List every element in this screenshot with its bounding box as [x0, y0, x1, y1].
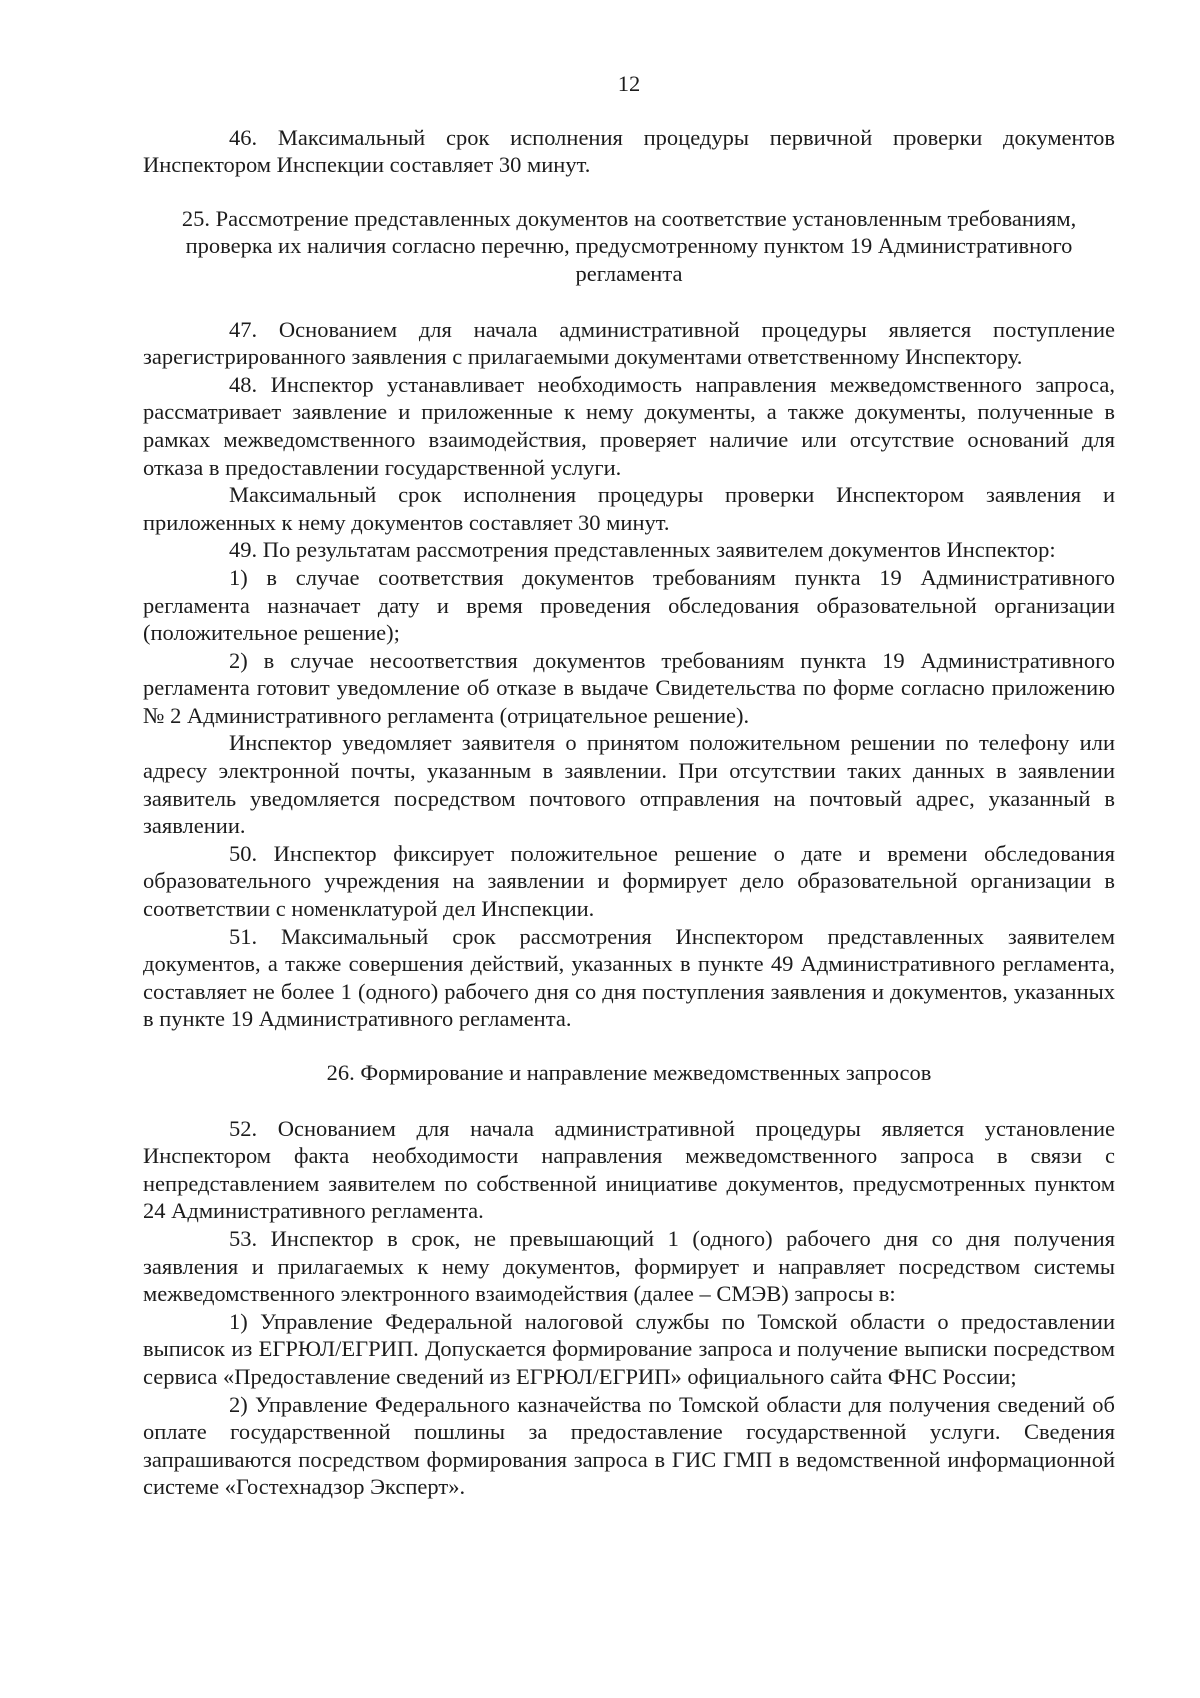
paragraph-49-item-2: 2) в случае несоответствия документов требованиям пункта 19 Административного регламента готовит уведомление об отказе в выдаче Свидетельства по форме согласно приложению № 2 Административного регламента (отрицательное решение).	[143, 647, 1115, 728]
paragraph-49: 49. По результатам рассмотрения представленных заявителем документов Инспектор:	[229, 537, 1056, 563]
paragraph-49-notification: Инспектор уведомляет заявителя о принятом положительном решении по телефону или адресу электронной почты, указанным в заявлении. При отсутствии таких данных в заявлении заявитель уведомляется посредством почтового отправления на почтовый адрес, указанный в заявлении.	[143, 730, 1115, 839]
section-heading-26: 26. Формирование и направление межведомственных запросов	[326, 1060, 932, 1085]
paragraph-46: 46. Максимальный срок исполнения процедуры первичной проверки документов Инспектором Инспекции составляет 30 минут.	[143, 124, 1115, 178]
document-page	[143, 70, 1115, 1501]
section-heading-25: 25. Рассмотрение представленных документов на соответствие установленным требованиям, проверка их наличия согласно перечню, предусмотренному пунктом 19 Административного регламента	[181, 205, 1077, 286]
paragraph-47: 47. Основанием для начала административной процедуры является поступление зарегистрированного заявления с прилагаемыми документами ответственному Инспектору.	[143, 316, 1115, 370]
paragraph-52: 52. Основанием для начала административной процедуры является установление Инспектором факта необходимости направления межведомственного запроса в связи с непредставлением заявителем по собственной инициативе документов, предусмотренных пунктом 24 Административного регламента.	[143, 1115, 1115, 1224]
paragraph-49-item-1: 1) в случае соответствия документов требованиям пункта 19 Административного регламента назначает дату и время проведения обследования образовательной организации (положительное решение);	[143, 564, 1115, 646]
paragraph-51: 51. Максимальный срок рассмотрения Инспектором представленных заявителем документов, а также совершения действий, указанных в пункте 49 Административного регламента, составляет не более 1 (одного) рабочего дня со дня поступления заявления и документов, указанных в пункте 19 Административного регламента.	[143, 923, 1115, 1032]
paragraph-53: 53. Инспектор в срок, не превышающий 1 (одного) рабочего дня со дня получения заявления и прилагаемых к нему документов, формирует и направляет посредством системы межведомственного электронного взаимодействия (далее – СМЭВ) запросы в:	[143, 1225, 1115, 1307]
paragraph-50: 50. Инспектор фиксирует положительное решение о дате и времени обследования образовательного учреждения на заявлении и формирует дело образовательной организации в соответствии с номенклатурой дел Инспекции.	[143, 840, 1115, 922]
paragraph-53-item-2: 2) Управление Федерального казначейства по Томской области для получения сведений об оплате государственной пошлины за предоставление государственной услуги. Сведения запрашиваются посредством формирования запроса в ГИС ГМП в ведомственной информационной системе «Гостехнадзор Эксперт».	[143, 1391, 1115, 1500]
paragraph-48-deadline: Максимальный срок исполнения процедуры проверки Инспектором заявления и приложенных к нему документов составляет 30 минут.	[143, 482, 1115, 535]
page-number: 12	[617, 71, 641, 96]
paragraph-53-item-1: 1) Управление Федеральной налоговой службы по Томской области о предоставлении выписок из ЕГРЮЛ/ЕГРИП. Допускается формирование запроса и получение выписки посредством сервиса «Предоставление сведений из ЕГРЮЛ/ЕГРИП» официального сайта ФНС России;	[143, 1308, 1115, 1389]
paragraph-48: 48. Инспектор устанавливает необходимость направления межведомственного запроса, рассматривает заявление и приложенные к нему документы, а также документы, полученные в рамках межведомственного взаимодействия, проверяет наличие или отсутствие оснований для отказа в предоставлении государственной услуги.	[143, 371, 1115, 480]
